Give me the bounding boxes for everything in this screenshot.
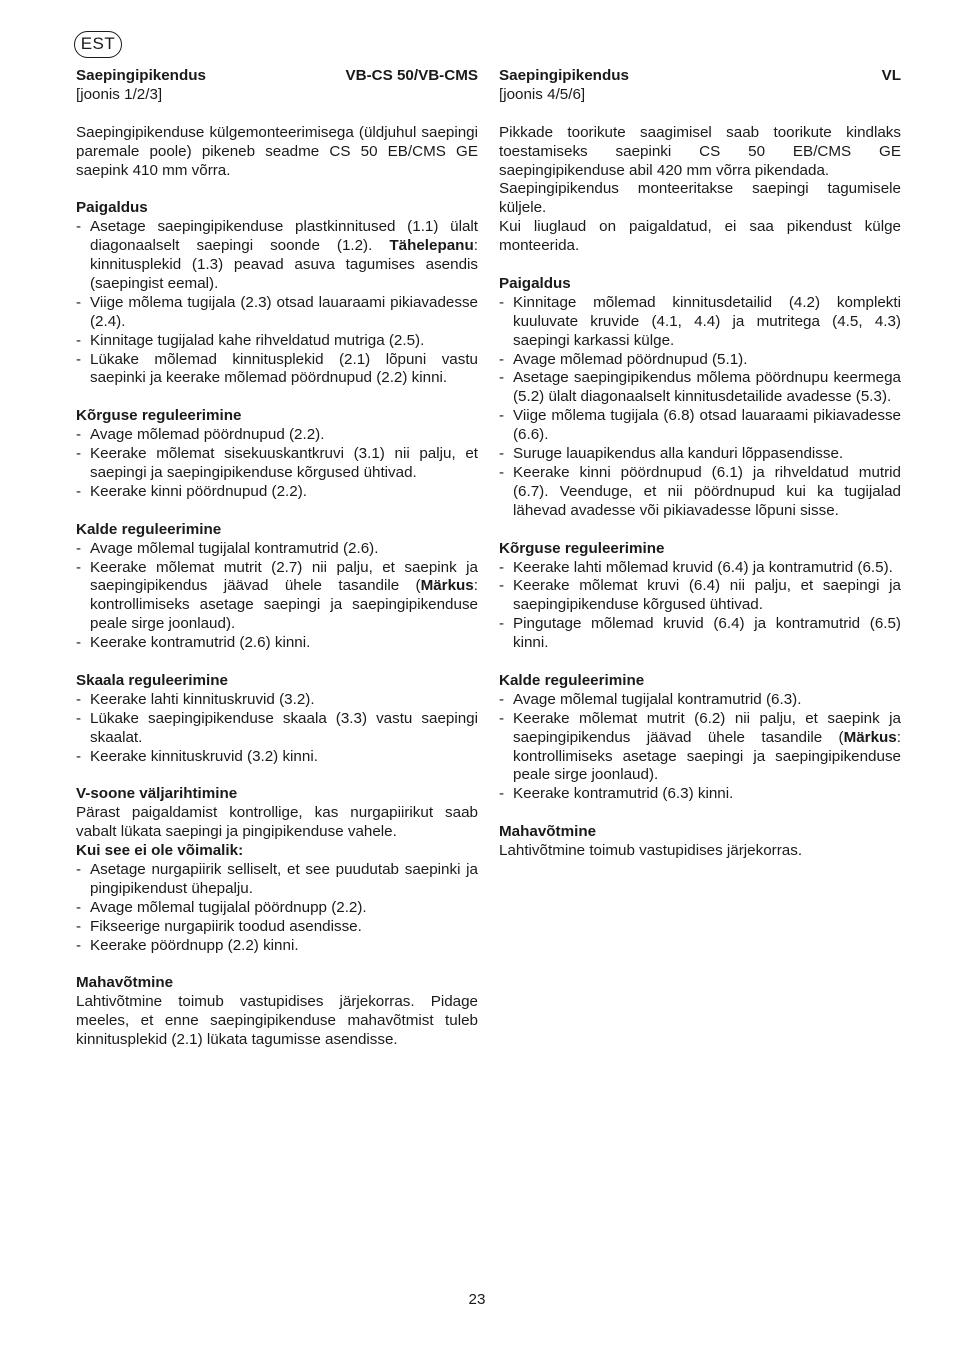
- right-column: [499, 67, 901, 861]
- list-item: - Asetage saepingipikendus mõlema pöördnupu keermega (5.2) ülalt diagonaalselt kinnitusdetailide avadesse (5.3).: [499, 369, 901, 407]
- left-vsoone-list: [76, 861, 478, 956]
- list-item: - Keerake mõlemat sisekuuskantkruvi (3.1) nii palju, et saepingi ja saepingipikenduse kõrgused ühtivad.: [76, 445, 478, 483]
- left-paigaldus-heading: Paigaldus: [76, 199, 148, 217]
- right-intro-1: Pikkade toorikute saagimisel saab toorikute kindlaks toestamiseks saepinki CS 50 EB/CMS GE saepingipikenduse abil 420 mm võrra pikendada.: [499, 123, 901, 179]
- list-item: - Avage mõlemal tugijalal kontramutrid (6.3).: [499, 691, 901, 710]
- list-item: - Lükake saepingipikenduse skaala (3.3) vastu saepingi skaalat.: [76, 710, 478, 748]
- left-paigaldus-list: [76, 218, 478, 388]
- right-kalde-heading: Kalde reguleerimine: [499, 671, 645, 689]
- right-model-label: VL: [881, 67, 901, 84]
- left-skaala-heading: Skaala reguleerimine: [76, 671, 228, 689]
- right-korguse-list: [499, 559, 901, 654]
- list-item: - Keerake lahti mõlemad kruvid (6.4) ja kontramutrid (6.5).: [499, 559, 901, 578]
- list-item: - Keerake mõlemat mutrit (6.2) nii palju, et saepink ja saepingipikendus jäävad ühele tasandile (Märkus: kontrollimiseks asetage saepingi ja saepingipikenduse peale sirge joonlaud).: [499, 710, 901, 786]
- list-item: - Viige mõlema tugijala (2.3) otsad lauaraami pikiavadesse (2.4).: [76, 294, 478, 332]
- left-model-label: VB-CS 50/VB-CMS: [345, 67, 478, 84]
- right-section-title: Saepingipikendus: [499, 67, 629, 84]
- left-skaala-list: [76, 691, 478, 767]
- left-korguse-heading: Kõrguse reguleerimine: [76, 407, 242, 425]
- list-item: - Lükake mõlemad kinnitusplekid (2.1) lõpuni vastu saepinki ja keerake mõlemad pöördnupud (2.2) kinni.: [76, 351, 478, 389]
- left-kalde-heading: Kalde reguleerimine: [76, 520, 222, 538]
- list-item: - Kinnitage tugijalad kahe rihveldatud mutriga (2.5).: [76, 332, 478, 351]
- left-mahavotmine-text: Lahtivõtmine toimub vastupidises järjekorras. Pidage meeles, et enne saepingipikenduse mahavõtmist tuleb kinnitusplekid (2.1) lükata tagumisse asendisse.: [76, 993, 478, 1049]
- left-figure-ref: [joonis 1/2/3]: [76, 85, 163, 103]
- left-column: [76, 67, 478, 1050]
- list-item: - Avage mõlemal tugijalal pöördnupp (2.2).: [76, 899, 478, 918]
- right-intro-2: Saepingipikendus monteeritakse saepingi tagumisele küljele.: [499, 180, 901, 217]
- right-korguse-heading: Kõrguse reguleerimine: [499, 539, 665, 557]
- list-item: - Avage mõlemal tugijalal kontramutrid (2.6).: [76, 540, 478, 559]
- left-intro: Saepingipikenduse külgemonteerimisega (üldjuhul saepingi paremale poole) pikeneb seadme CS 50 EB/CMS GE saepink 410 mm võrra.: [76, 123, 478, 179]
- list-item: - Keerake lahti kinnituskruvid (3.2).: [76, 691, 478, 710]
- right-paigaldus-list: [499, 294, 901, 521]
- left-kalde-list: [76, 540, 478, 653]
- list-item: - Keerake kontramutrid (6.3) kinni.: [499, 785, 901, 804]
- left-section-header: [76, 67, 478, 86]
- list-item: - Asetage saepingipikenduse plastkinnitused (1.1) ülalt diagonaalselt saepingi soonde (1.2). Tähelepanu: kinnitusplekid (1.3) peavad asuva tagumises asendis (saepingist eemal).: [76, 218, 478, 294]
- left-mahavotmine-heading: Mahavõtmine: [76, 974, 174, 992]
- list-item: - Avage mõlemad pöördnupud (2.2).: [76, 426, 478, 445]
- list-item: - Keerake kinni pöördnupud (6.1) ja rihveldatud mutrid (6.7). Veenduge, et nii pöördnupud kui ka tugijalad lähevad avadesse või pikiavadesse lõpuni sisse.: [499, 464, 901, 521]
- list-item: - Asetage nurgapiirik selliselt, et see puudutab saepinki ja pingipikendust ühepalju.: [76, 861, 478, 899]
- left-vsoone-text: Pärast paigaldamist kontrollige, kas nurgapiirikut saab vabalt lükata saepingi ja pingipikenduse vahele.: [76, 804, 478, 841]
- left-section-title: Saepingipikendus: [76, 67, 206, 84]
- right-kalde-list: [499, 691, 901, 804]
- list-item: - Avage mõlemad pöördnupud (5.1).: [499, 351, 901, 370]
- list-item: - Pingutage mõlemad kruvid (6.4) ja kontramutrid (6.5) kinni.: [499, 615, 901, 653]
- right-section-header: [499, 67, 901, 86]
- right-figure-ref: [joonis 4/5/6]: [499, 85, 586, 103]
- left-vsoone-heading: V-soone väljarihtimine: [76, 785, 238, 803]
- list-item: - Fikseerige nurgapiirik toodud asendisse.: [76, 918, 478, 937]
- list-item: - Keerake kontramutrid (2.6) kinni.: [76, 634, 478, 653]
- right-paigaldus-heading: Paigaldus: [499, 274, 571, 292]
- page-number: 23: [468, 1291, 486, 1308]
- list-item: - Keerake mõlemat kruvi (6.4) nii palju, et saepingi ja saepingipikenduse kõrgused ühtivad.: [499, 577, 901, 615]
- left-vsoone-subheading: Kui see ei ole võimalik:: [76, 842, 244, 860]
- right-intro-3: Kui liuglaud on paigaldatud, ei saa pikendust külge monteerida.: [499, 218, 901, 255]
- right-mahavotmine-heading: Mahavõtmine: [499, 823, 597, 841]
- list-item: - Keerake pöördnupp (2.2) kinni.: [76, 937, 478, 956]
- list-item: - Suruge lauapikendus alla kanduri lõppasendisse.: [499, 445, 901, 464]
- list-item: - Keerake kinnituskruvid (3.2) kinni.: [76, 748, 478, 767]
- right-mahavotmine-text: Lahtivõtmine toimub vastupidises järjekorras.: [499, 842, 803, 860]
- list-item: - Kinnitage mõlemad kinnitusdetailid (4.2) komplekti kuuluvate kruvide (4.1, 4.4) ja mutritega (4.5, 4.3) saepingi karkassi külge.: [499, 294, 901, 351]
- language-badge: EST: [74, 31, 122, 58]
- list-item: - Keerake kinni pöördnupud (2.2).: [76, 483, 478, 502]
- list-item: - Viige mõlema tugijala (6.8) otsad lauaraami pikiavadesse (6.6).: [499, 407, 901, 445]
- left-korguse-list: [76, 426, 478, 502]
- list-item: - Keerake mõlemat mutrit (2.7) nii palju, et saepink ja saepingipikendus jäävad ühele tasandile (Märkus: kontrollimiseks asetage saepingi ja saepingipikenduse peale sirge joonlaud).: [76, 559, 478, 635]
